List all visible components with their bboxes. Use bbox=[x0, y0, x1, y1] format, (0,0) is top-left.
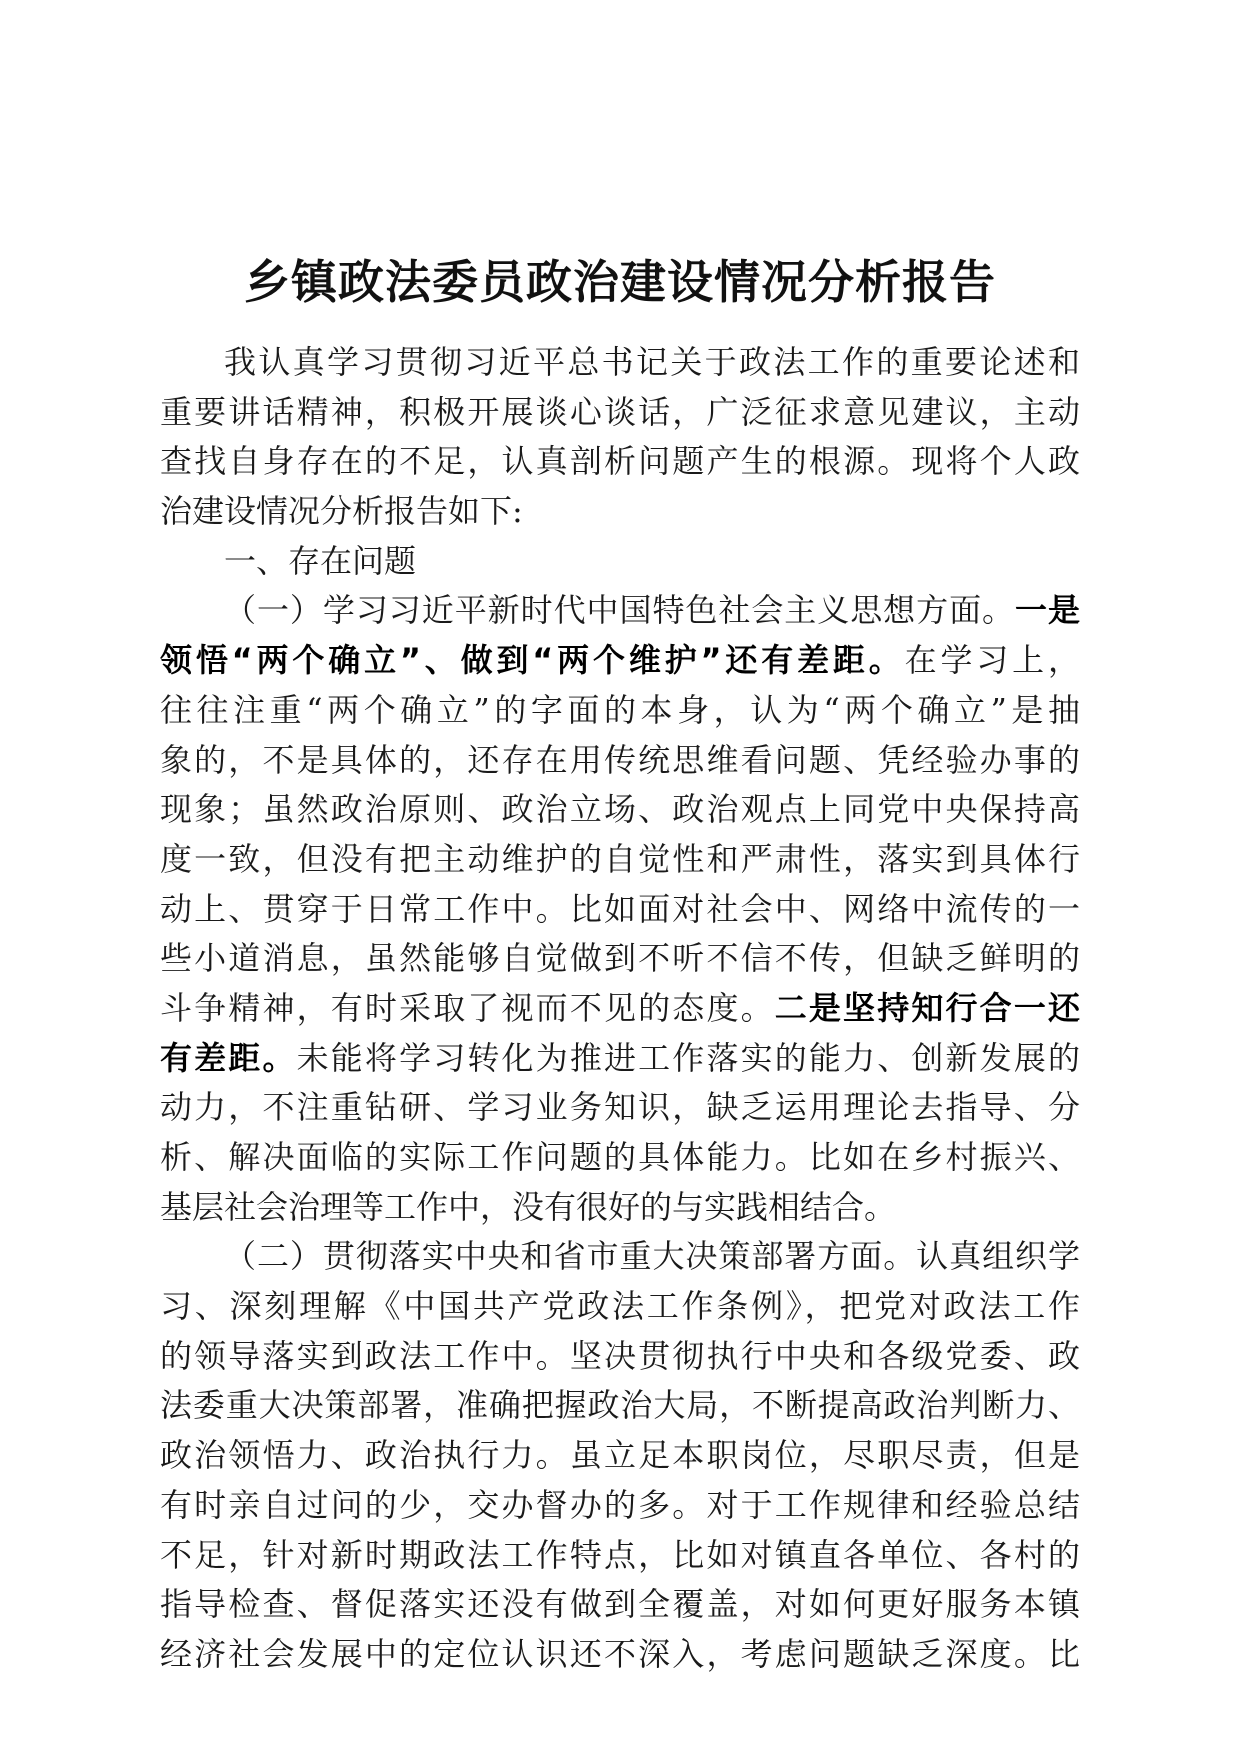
bold-text: 领悟“两个确立”、做到“两个维护”还有差距。 bbox=[160, 641, 905, 680]
paragraph-line: 些小道消息，虽然能够自觉做到不听不信不传，但缺乏鲜明的 bbox=[160, 939, 1080, 978]
subheading-text: （一）学习习近平新时代中国特色社会主义思想方面。 bbox=[224, 591, 1016, 630]
document-title: 乡镇政法委员政治建设情况分析报告 bbox=[244, 255, 996, 309]
paragraph-line: 往往注重“两个确立”的字面的本身，认为“两个确立”是抽 bbox=[160, 690, 1080, 729]
bold-text: 二是坚持知行合一还 bbox=[774, 988, 1080, 1027]
paragraph-line: 不足，针对新时期政法工作特点，比如对镇直各单位、各村的 bbox=[160, 1535, 1080, 1574]
bold-text: 有差距。 bbox=[160, 1038, 297, 1077]
paragraph-line: 的领导落实到政法工作中。坚决贯彻执行中央和各级党委、政 bbox=[160, 1336, 1080, 1375]
intro-line: 治建设情况分析报告如下: bbox=[160, 492, 523, 531]
paragraph-line bbox=[160, 586, 1080, 636]
paragraph-line: 动力，不注重钻研、学习业务知识，缺乏运用理论去指导、分 bbox=[160, 1088, 1080, 1127]
paragraph-line: 经济社会发展中的定位认识还不深入，考虑问题缺乏深度。比 bbox=[160, 1634, 1080, 1673]
document-body bbox=[160, 338, 1080, 1680]
paragraph-line bbox=[160, 1034, 1080, 1084]
paragraph-line: （二）贯彻落实中央和省市重大决策部署方面。认真组织学 bbox=[224, 1237, 1080, 1276]
paragraph-line: 象的，不是具体的，还存在用传统思维看问题、凭经验办事的 bbox=[160, 740, 1080, 779]
paragraph-line: 政治领悟力、政治执行力。虽立足本职岗位，尽职尽责，但是 bbox=[160, 1436, 1080, 1475]
paragraph-line: 有时亲自过问的少，交办督办的多。对于工作规律和经验总结 bbox=[160, 1485, 1080, 1524]
paragraph-line: 度一致，但没有把主动维护的自觉性和严肃性，落实到具体行 bbox=[160, 839, 1080, 878]
paragraph-line: 基层社会治理等工作中，没有很好的与实践相结合。 bbox=[160, 1187, 897, 1226]
section-heading: 一、存在问题 bbox=[224, 541, 417, 580]
intro-line: 查找自身存在的不足，认真剖析问题产生的根源。现将个人政 bbox=[160, 442, 1080, 481]
paragraph-line: 现象；虽然政治原则、政治立场、政治观点上同党中央保持高 bbox=[160, 790, 1080, 829]
paragraph-line: 动上、贯穿于日常工作中。比如面对社会中、网络中流传的一 bbox=[160, 889, 1080, 928]
paragraph-line: 指导检查、督促落实还没有做到全覆盖，对如何更好服务本镇 bbox=[160, 1585, 1080, 1624]
intro-line: 我认真学习贯彻习近平总书记关于政法工作的重要论述和 bbox=[224, 343, 1080, 381]
paragraph-line: 析、解决面临的实际工作问题的具体能力。比如在乡村振兴、 bbox=[160, 1138, 1080, 1176]
paragraph-line bbox=[160, 984, 1080, 1034]
intro-line: 重要讲话精神，积极开展谈心谈话，广泛征求意见建议，主动 bbox=[160, 392, 1080, 431]
paragraph-line bbox=[160, 636, 1080, 686]
paragraph-line: 法委重大决策部署，准确把握政治大局，不断提高政治判断力、 bbox=[160, 1386, 1080, 1425]
body-text: 斗争精神，有时采取了视而不见的态度。 bbox=[160, 988, 775, 1027]
body-text: 在学习上， bbox=[904, 641, 1080, 680]
paragraph-line: 习、深刻理解《中国共产党政法工作条例》，把党对政法工作 bbox=[160, 1287, 1080, 1326]
body-text: 未能将学习转化为推进工作落实的能力、创新发展的 bbox=[296, 1038, 1080, 1077]
bold-text: 一是 bbox=[1015, 591, 1080, 630]
